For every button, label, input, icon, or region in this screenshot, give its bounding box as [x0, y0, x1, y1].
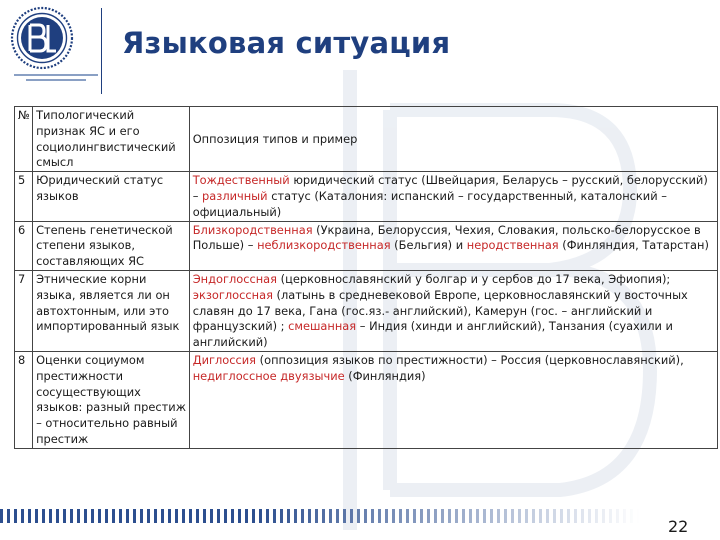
- opposition-segment: Диглоссия: [192, 352, 257, 367]
- university-seal-icon: [10, 6, 74, 70]
- opposition-segment: (Украина, Белоруссия, Чехия, Словакия, польско-белорусское в Польше) –: [192, 222, 701, 253]
- row-feature-cell: Степень генетической степени языков, составляющих ЯС: [33, 221, 190, 270]
- opposition-segment: Близкородственная: [192, 222, 313, 237]
- opposition-segment: неродственная: [466, 238, 559, 253]
- header-opposition-cell: Оппозиция типов и пример: [189, 107, 717, 172]
- language-situation-table: [14, 106, 718, 449]
- header-feature-cell: Типологический признак ЯС и его социолингвистический смысл: [33, 107, 190, 172]
- row-feature-cell: Юридический статус языков: [33, 172, 190, 221]
- opposition-segment: неблизкородственная: [257, 238, 391, 253]
- row-feature-cell: Оценки социумом престижности сосуществующих языков: разный престиж – относительно равный престиж: [33, 351, 190, 448]
- row-opposition-cell: [189, 270, 717, 351]
- row-feature-cell: Этнические корни языка, является ли он автохтонным, или это импортированный язык: [33, 270, 190, 351]
- opposition-segment: юридический статус (Швейцария, Беларусь – русский, белорусский) –: [192, 173, 708, 203]
- row-num-cell: 7: [15, 270, 33, 351]
- opposition-segment: (латынь в средневековой Европе, церковнославянский у восточных славян до 17 века, Гана (гос.яз.- английский), Камерун (гос. – английский и французский) ;: [192, 287, 688, 334]
- table-row: [15, 351, 718, 448]
- opposition-segment: смешанная: [288, 319, 357, 334]
- table-header-row: [15, 107, 718, 172]
- opposition-segment: (Финляндия): [344, 368, 426, 383]
- footer-stripe-bar: [0, 509, 640, 523]
- table-row: [15, 270, 718, 351]
- table-row: [15, 221, 718, 270]
- opposition-segment: (оппозиция языков по престижности) – Россия (церковнославянский),: [256, 352, 684, 367]
- opposition-segment: Тождественный: [192, 173, 290, 188]
- table-row: [15, 172, 718, 221]
- opposition-segment: (Финляндия, Татарстан): [558, 238, 709, 253]
- row-opposition-cell: [189, 172, 717, 221]
- opposition-segment: (Бельгия) и: [390, 238, 467, 253]
- header-num-cell: №: [15, 107, 33, 172]
- opposition-segment: экзоглоссная: [192, 287, 273, 302]
- row-opposition-cell: [189, 221, 717, 270]
- page-number: 22: [668, 517, 689, 536]
- opposition-segment: (церковнославянский у болгар и у сербов до 17 века, Эфиопия);: [277, 271, 671, 286]
- opposition-segment: Эндоглоссная: [192, 271, 278, 286]
- logo-caption: [14, 74, 98, 88]
- opposition-segment: – Индия (хинди и английский), Танзания (суахили и английский): [192, 319, 673, 350]
- opposition-segment: различный: [202, 188, 268, 203]
- row-num-cell: 8: [15, 351, 33, 448]
- opposition-segment: статус (Каталония: испанский – государственный, каталонский – официальный): [192, 188, 667, 219]
- slide-header: [0, 0, 720, 98]
- row-opposition-cell: [189, 351, 717, 448]
- row-num-cell: 5: [15, 172, 33, 221]
- header-divider: [101, 8, 102, 94]
- row-num-cell: 6: [15, 221, 33, 270]
- opposition-segment: недиглоссное двуязычие: [192, 368, 345, 383]
- slide-title: Языковая ситуация: [122, 26, 451, 60]
